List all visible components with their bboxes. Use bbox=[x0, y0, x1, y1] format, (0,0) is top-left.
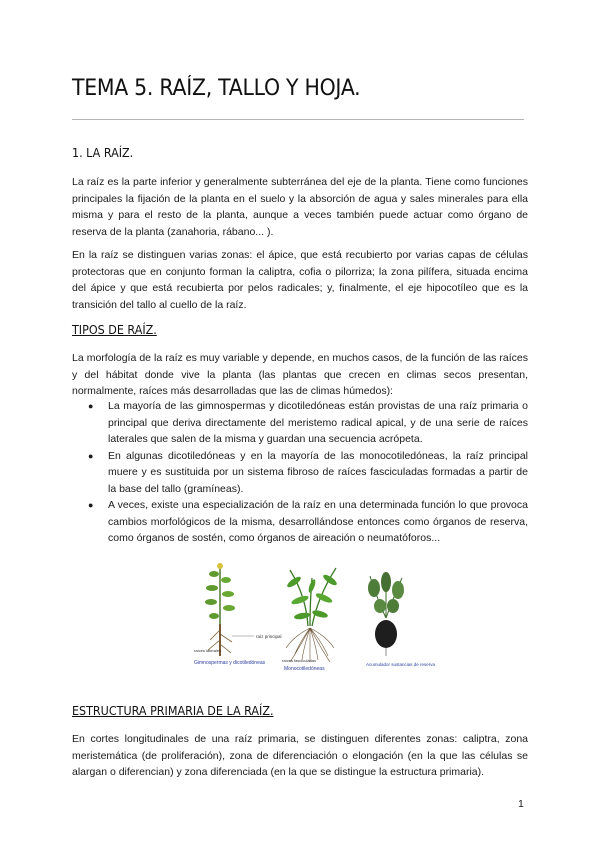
paragraph-estructura-primaria: En cortes longitudinales de una raíz primaria, se distinguen diferentes zonas: caliptra, zona meristemática (de proliferación), zona de diferenciación o elongación (en la que las células se alargan o diferencian) y zona diferenciada (en la que se distingue la estructura primaria). bbox=[72, 733, 528, 778]
taproot-plant-illustration bbox=[205, 563, 254, 656]
caption-acumulador: Acumulador sustancias de reserva bbox=[366, 662, 436, 667]
storage-root-plant-illustration bbox=[368, 572, 404, 656]
section-heading-la-raiz: 1. LA RAÍZ. bbox=[72, 145, 134, 160]
root-types-figure bbox=[190, 556, 436, 692]
page-number: 1 bbox=[518, 798, 524, 810]
paragraph-tipos-intro: La morfología de la raíz es muy variable y depende, en muchos casos, de la función de las raíces y del hábitat donde vive la planta (las plantas que crecen en climas secos presentan, normalmente, raíces más desarrolladas que las de climas húmedos): bbox=[72, 352, 528, 397]
list-item: ● A veces, existe una especialización de la raíz en una determinada función lo que provoca cambios morfológicos de la misma, desarrollándose entonces como órganos de reserva, como órganos de sostén, como órganos de aireación o neumatóforos... bbox=[88, 499, 528, 544]
document-title: TEMA 5. RAÍZ, TALLO Y HOJA. bbox=[72, 76, 361, 101]
paragraph-raiz-definicion: La raíz es la parte inferior y generalmente subterránea del eje de la planta. Tiene como funciones principales la fijación de la planta en el suelo y la absorción de agua y sales minerales para ella misma y para el resto de la planta, aunque a veces también puede actuar como órgano de reserva de la planta (zanahoria, rábano... ). bbox=[72, 176, 528, 238]
caption-gimnospermas: Gimnospermas y dicotiledóneas bbox=[194, 660, 266, 666]
caption-monocotiledoneas: Monocotiledóneas bbox=[284, 666, 325, 672]
label-raices-laterales: raíces laterales bbox=[194, 648, 222, 653]
fibrous-root-plant-illustration bbox=[286, 568, 339, 662]
label-raices-fasciculadas: raíces fasciculadas bbox=[282, 658, 317, 663]
list-item: ● La mayoría de las gimnospermas y dicotiledóneas están provistas de una raíz primaria o principal que deriva directamente del meristemo radical apical, y de una serie de raíces laterales que salen de la misma y guardan una secuencia acrópeta. bbox=[88, 400, 528, 445]
bullet-icon: ● bbox=[88, 401, 94, 411]
paragraph-raiz-zonas: En la raíz se distinguen varias zonas: el ápice, que está recubierto por varias capas de células protectoras que en conjunto forman la caliptra, cofia o pilorriza; la zona pilífera, situada encima del ápice y que está recubierta por pelos radicales; y, finalmente, el eje hipocotíleo que es la transición del tallo al cuello de la raíz. bbox=[72, 249, 528, 311]
root-types-illustration bbox=[190, 556, 436, 692]
section-heading-estructura-primaria: ESTRUCTURA PRIMARIA DE LA RAÍZ. bbox=[72, 703, 274, 718]
label-raiz-principal: raíz principal bbox=[256, 634, 282, 639]
list-item: ● En algunas dicotiledóneas y en la mayoría de las monocotiledóneas, la raíz principal muere y es sustituida por un sistema fibroso de raíces fasciculadas formadas a partir de la base del tallo (gramíneas). bbox=[88, 449, 528, 495]
bullet-icon: ● bbox=[88, 450, 94, 461]
bullet-icon: ● bbox=[88, 500, 94, 510]
tipos-bullet-list bbox=[72, 398, 528, 547]
title-divider bbox=[72, 119, 524, 120]
section-heading-tipos-de-raiz: TIPOS DE RAÍZ. bbox=[72, 322, 157, 337]
